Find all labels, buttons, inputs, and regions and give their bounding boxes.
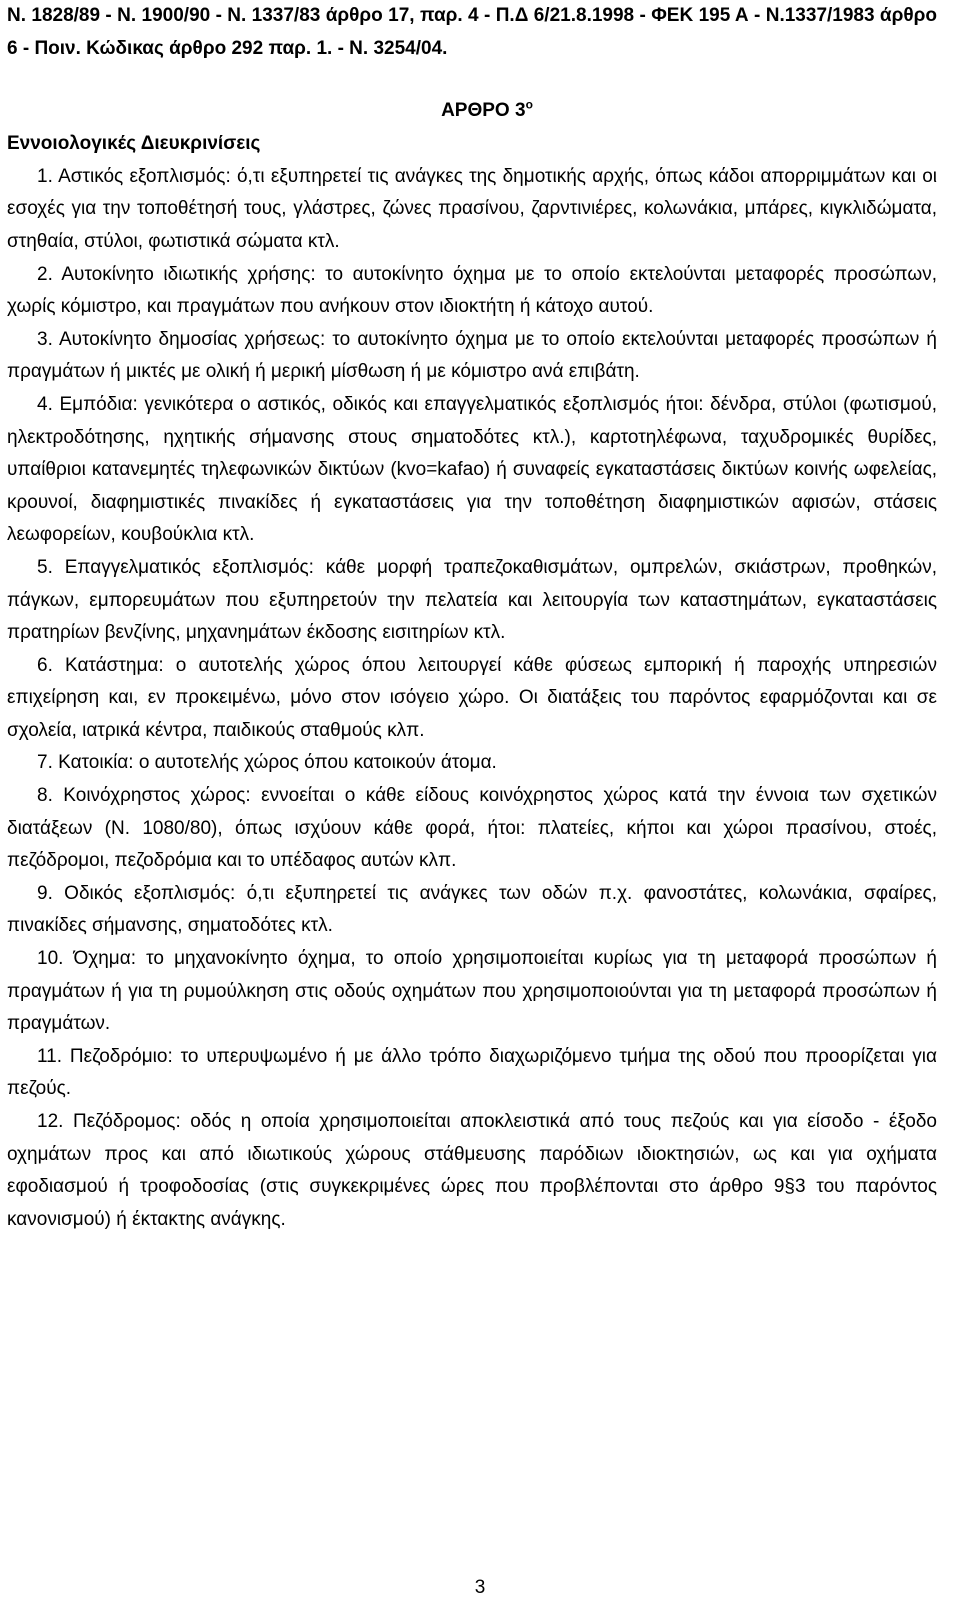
- paragraph-9: 9. Οδικός εξοπλισμός: ό,τι εξυπηρετεί τις ανάγκες των οδών π.χ. φανοστάτες, κολωνάκια, σφαίρες, πινακίδες σήμανσης, σηματοδότες κτλ.: [7, 882, 937, 937]
- document-body: [7, 0, 937, 1236]
- article-subtitle: Εννοιολογικές Διευκρινίσεις: [7, 133, 261, 155]
- paragraph-8: 8. Κοινόχρηστος χώρος: εννοείται ο κάθε είδους κοινόχρηστος χώρος κατά την έννοια των σχετικών διατάξεων (Ν. 1080/80), όπως ισχύουν κάθε φορά, ήτοι: πλατείες, κήποι και χώροι πρασίνου, στοές, πεζόδρομοι, πεζοδρόμια και το υπέδαφος αυτών κλπ.: [7, 785, 937, 872]
- paragraph-5: 5. Επαγγελματικός εξοπλισμός: κάθε μορφή τραπεζοκαθισμάτων, ομπρελών, σκιάστρων, προθηκών, πάγκων, εμπορευμάτων που εξυπηρετούν την πελατεία και λειτουργία των καταστημάτων, εγκαταστάσεις πρατηρίων βενζίνης, μηχανημάτων έκδοσης εισιτηρίων κτλ.: [7, 556, 937, 644]
- paragraph-11: 11. Πεζοδρόμιο: το υπερυψωμένο ή με άλλο τρόπο διαχωριζόμενο τμήμα της οδού που προορίζεται για πεζούς.: [7, 1045, 937, 1100]
- page-number: 3: [474, 1577, 486, 1598]
- legal-references: Ν. 1828/89 - Ν. 1900/90 - Ν. 1337/83 άρθρο 17, παρ. 4 - Π.Δ 6/21.8.1998 - ΦΕΚ 195 Α - Ν.1337/1983 άρθρο 6 - Ποιν. Κώδικας άρθρο 292 παρ. 1. - Ν. 3254/04.: [7, 5, 937, 59]
- paragraph-1: 1. Αστικός εξοπλισμός: ό,τι εξυπηρετεί τις ανάγκες της δημοτικής αρχής, όπως κάδοι απορριμμάτων και οι εσοχές για την τοποθέτησή τους, γλάστρες, ζώνες πρασίνου, ζαρντινιέρες, κολωνάκια, μπάρες, κιγκλιδώματα, στηθαία, στύλοι, φωτιστικά σώματα κτλ.: [7, 165, 937, 252]
- article-title-text: ΑΡΘΡΟ 3: [441, 100, 526, 122]
- paragraph-6: 6. Κατάστημα: ο αυτοτελής χώρος όπου λειτουργεί κάθε φύσεως εμπορική ή παροχής υπηρεσιών επιχείρηση και, εν προκειμένω, μόνο στον ισόγειο χώρο. Οι διατάξεις του παρόντος εφαρμόζονται και σε σχολεία, ιατρικά κέντρα, παιδικούς σταθμούς κλπ.: [7, 654, 937, 741]
- article-title-superscript: ο: [525, 97, 533, 112]
- paragraph-4: 4. Εμπόδια: γενικότερα ο αστικός, οδικός και επαγγελματικός εξοπλισμός ήτοι: δένδρα, στύλοι (φωτισμού, ηλεκτροδότησης, ηχητικής σήμανσης στους σηματοδότες κτλ.), καρτοτηλέφωνα, ταχυδρομικές θυρίδες, υπαίθριοι κατανεμητές τηλεφωνικών δικτύων (kvo=kafao) ή συναφείς εγκαταστάσεις δικτύων κοινής ωφελείας, κρουνοί, διαφημιστικές πινακίδες ή εγκαταστάσεις για την τοποθέτηση διαφημιστικών αφισών, στάσεις λεωφορείων, κουβούκλια κτλ.: [7, 393, 937, 546]
- paragraph-3: 3. Αυτοκίνητο δημοσίας χρήσεως: το αυτοκίνητο όχημα με το οποίο εκτελούνται μεταφορές προσώπων ή πραγμάτων ή μικτές με ολική ή μερική μίσθωση ή με κόμιστρο ανά επιβάτη.: [7, 328, 937, 383]
- paragraph-2: 2. Αυτοκίνητο ιδιωτικής χρήσης: το αυτοκίνητο όχημα με το οποίο εκτελούνται μεταφορές προσώπων, χωρίς κόμιστρο, και πραγμάτων που ανήκουν στον ιδιοκτήτη ή κάτοχο αυτού.: [7, 263, 937, 318]
- paragraph-7: 7. Κατοικία: ο αυτοτελής χώρος όπου κατοικούν άτομα.: [37, 752, 497, 774]
- article-title: [7, 95, 937, 128]
- paragraph-10: 10. Όχημα: το μηχανοκίνητο όχημα, το οποίο χρησιμοποιείται κυρίως για τη μεταφορά προσώπων ή πραγμάτων ή για τη ρυμούλκηση στις οδούς οχημάτων που χρησιμοποιούνται για τη μεταφορά προσώπων ή πραγμάτων.: [7, 948, 937, 1035]
- paragraph-12: 12. Πεζόδρομος: οδός η οποία χρησιμοποιείται αποκλειστικά από τους πεζούς και για είσοδο - έξοδο οχημάτων προς και από ιδιωτικούς χώρους στάθμευσης παρόδιων ιδιοκτησιών, ως και για οχήματα εφοδιασμού ή τροφοδοσίας (στις συγκεκριμένες ώρες που προβλέπονται στο άρθρο 9§3 του παρόντος κανονισμού) ή έκτακτης ανάγκης.: [7, 1111, 937, 1230]
